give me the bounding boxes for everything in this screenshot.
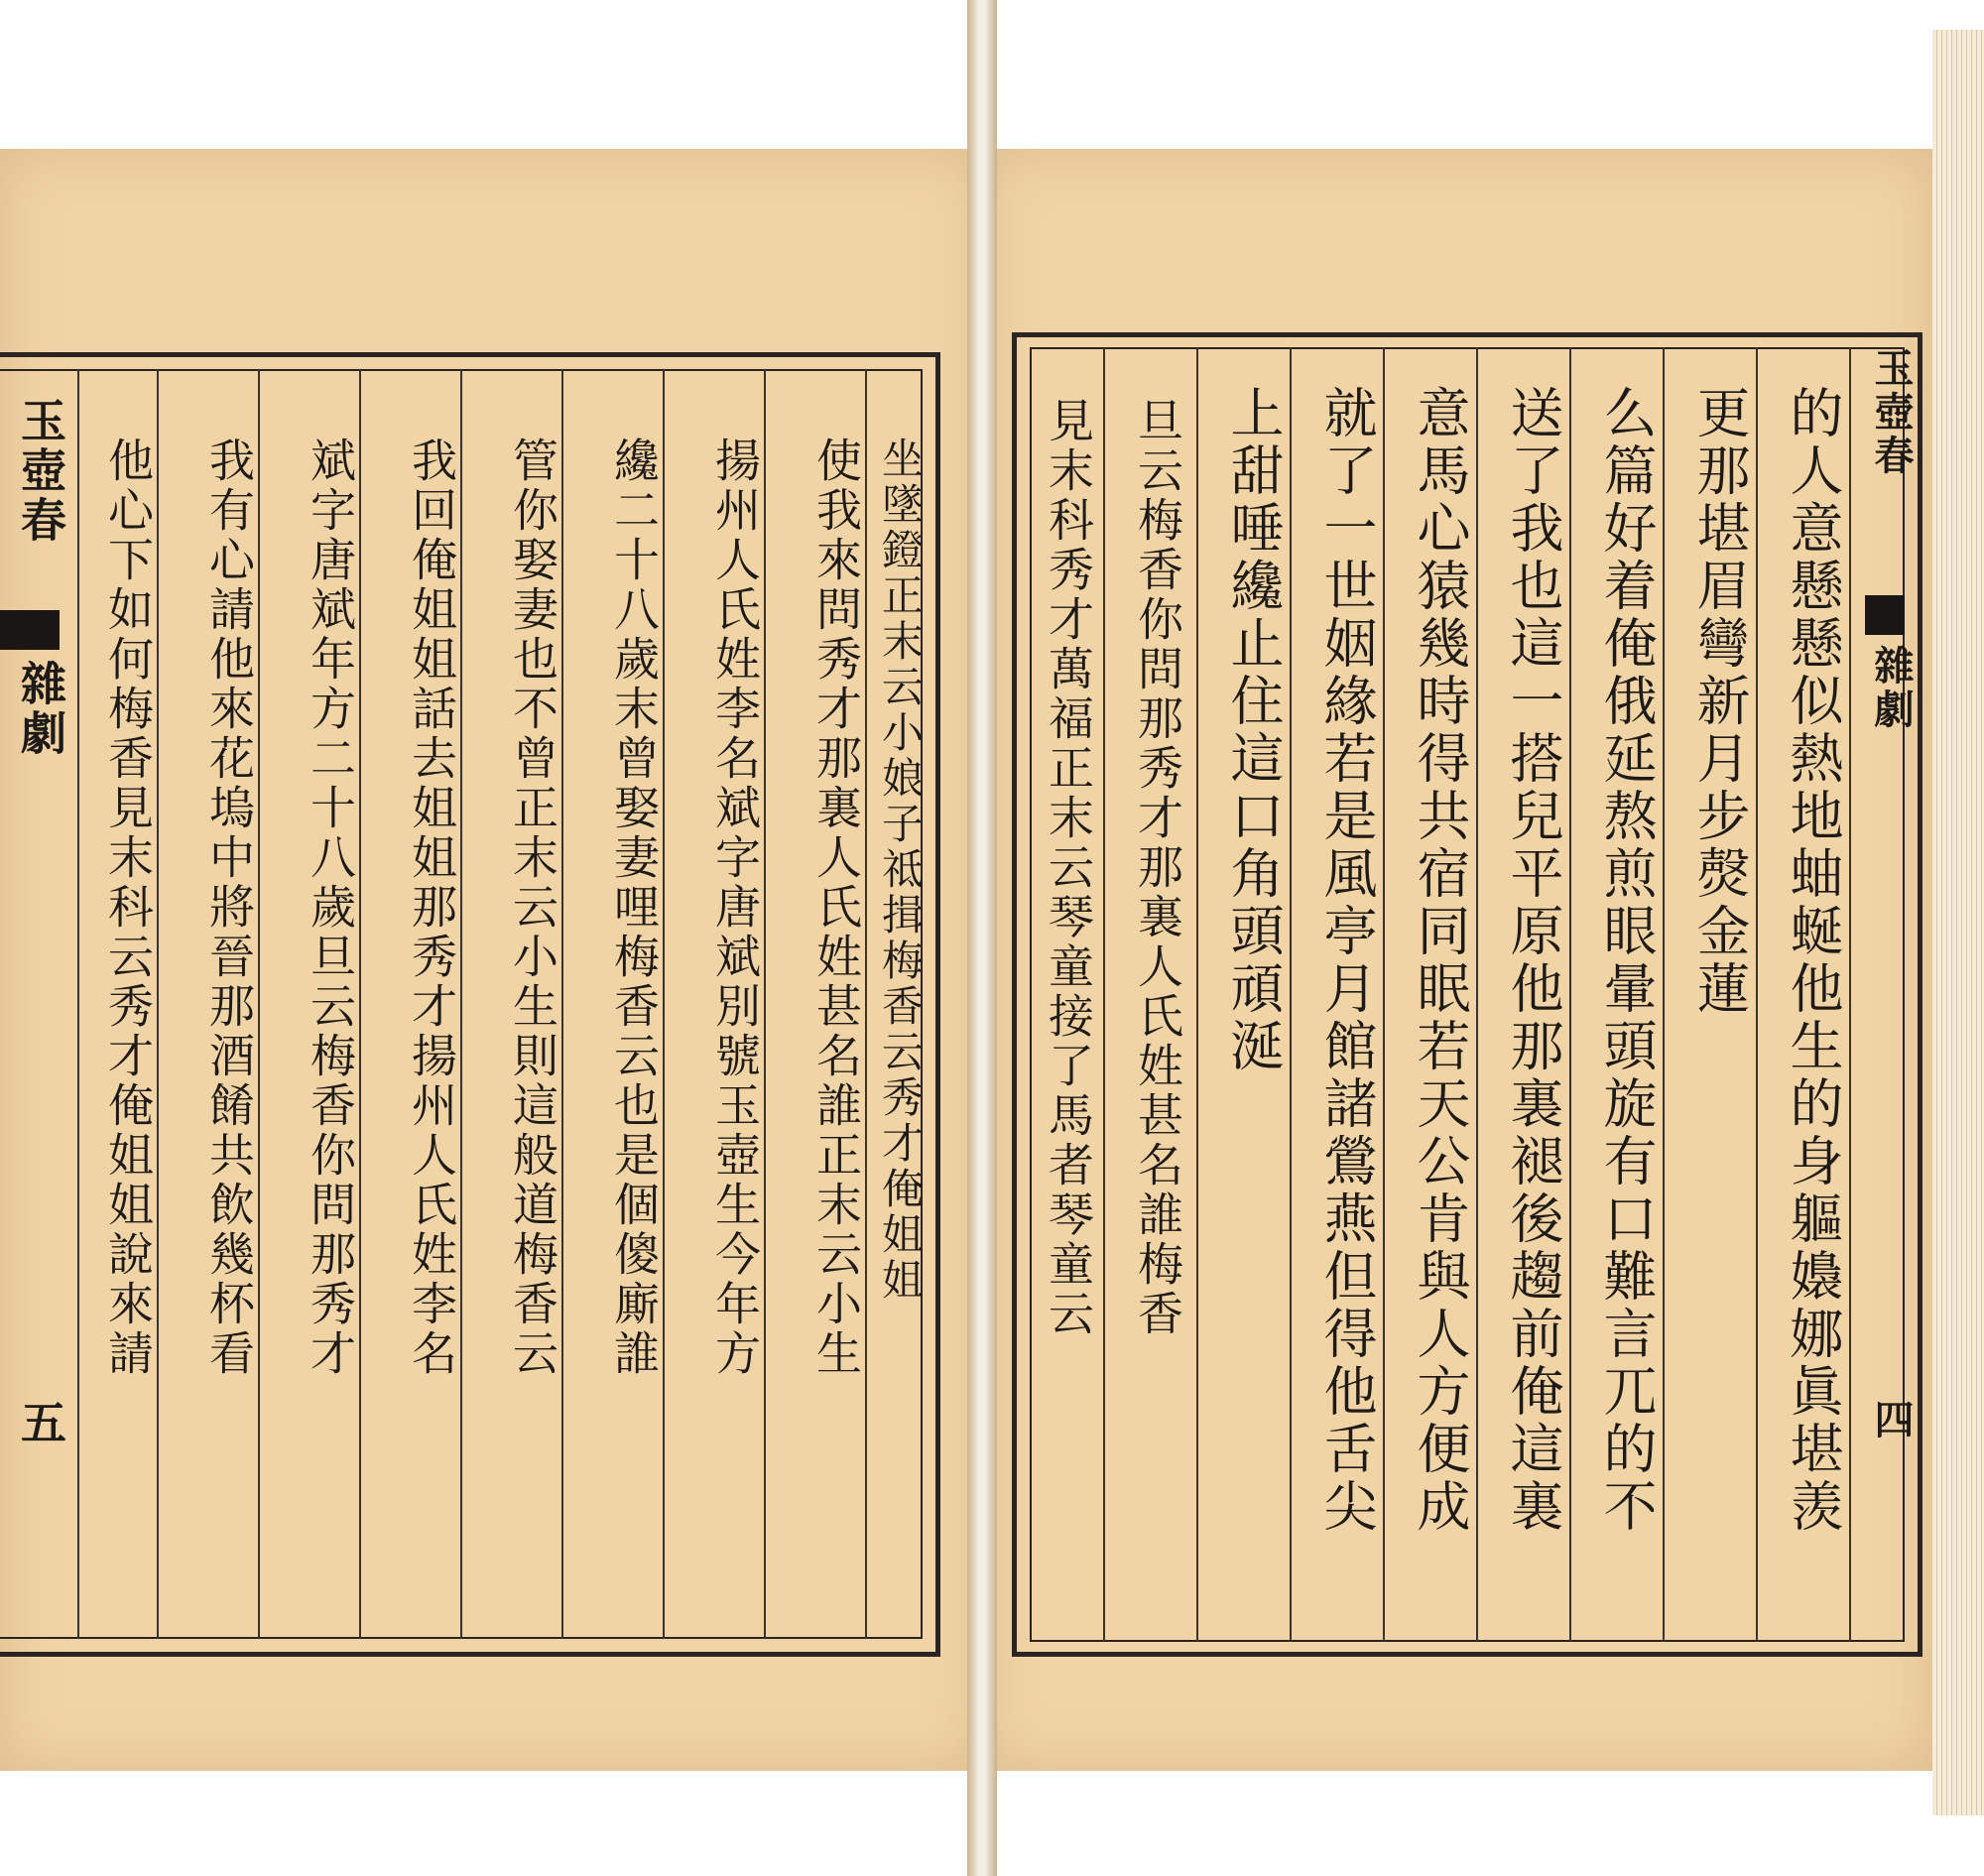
left-fishtail-mark bbox=[0, 610, 60, 650]
text-column: 我回俺姐姐話去姐姐那秀才揚州人氏姓李名 bbox=[405, 437, 458, 1379]
text-column: 送了我也這一搭兒平原他那裏褪後趨前俺這裏 bbox=[1502, 385, 1564, 1536]
column-rule bbox=[1103, 347, 1105, 1642]
column-rule bbox=[1663, 347, 1665, 1642]
column-rule bbox=[561, 369, 563, 1639]
right-fishtail-mark bbox=[1865, 595, 1905, 635]
text-column: 見末科秀才萬福正末云琴童接了馬者琴童云 bbox=[1042, 397, 1095, 1339]
text-column: 管你娶妻也不曾正末云小生則這般道梅香云 bbox=[506, 437, 559, 1379]
right-margin-title: 玉壺春 bbox=[1868, 347, 1915, 478]
text-column: 纔二十八歲末曾娶妻哩梅香云也是個傻廝誰 bbox=[607, 437, 661, 1379]
column-rule bbox=[77, 369, 79, 1639]
page-edges bbox=[1932, 30, 1984, 1815]
column-rule bbox=[258, 369, 260, 1639]
right-margin-label: 雜劇 bbox=[1868, 645, 1915, 732]
left-page-number: 五 bbox=[14, 1399, 67, 1448]
text-column: 使我來問秀才那裏人氏姓甚名誰正末云小生 bbox=[809, 437, 863, 1379]
left-margin-label: 雜劇 bbox=[14, 660, 67, 759]
text-column: 意馬心猿幾時得共宿同眠若天公肯與人方便成 bbox=[1409, 385, 1471, 1536]
book-gutter bbox=[967, 0, 997, 1876]
column-rule bbox=[1756, 347, 1758, 1642]
text-column: 上甜唾纔止住這口角頭頑涎 bbox=[1222, 385, 1285, 1075]
column-rule bbox=[663, 369, 665, 1639]
column-rule bbox=[764, 369, 766, 1639]
column-rule bbox=[1383, 347, 1385, 1642]
column-rule bbox=[1569, 347, 1571, 1642]
column-rule bbox=[1196, 347, 1198, 1642]
text-column: 揚州人氏姓李名斌字唐斌別號玉壺生今年方 bbox=[708, 437, 762, 1379]
column-rule bbox=[359, 369, 361, 1639]
left-margin-title: 玉壺春 bbox=[14, 397, 67, 546]
column-rule bbox=[1476, 347, 1478, 1642]
text-column: 更那堪眉彎新月步㷫金蓮 bbox=[1688, 385, 1751, 1018]
text-column: 他心下如何梅香見末科云秀才俺姐姐說來請 bbox=[101, 437, 155, 1379]
column-rule bbox=[865, 369, 867, 1639]
text-column: 我有心請他來花塢中將晉那酒餚共飲幾杯看 bbox=[202, 437, 256, 1379]
column-rule bbox=[1849, 347, 1851, 1642]
text-column: 么篇好着俺俄延熬煎眼暈頭旋有口難言兀的不 bbox=[1595, 385, 1658, 1536]
column-rule bbox=[157, 369, 159, 1639]
text-column: 旦云梅香你問那秀才那裏人氏姓甚名誰梅香 bbox=[1131, 397, 1184, 1339]
text-column: 的人意懸懸似熱地蚰蜒他生的身軀嬝娜眞堪羡 bbox=[1782, 385, 1844, 1536]
text-column: 斌字唐斌年方二十八歲旦云梅香你問那秀才 bbox=[304, 437, 357, 1379]
right-page-number: 四 bbox=[1868, 1399, 1915, 1442]
text-column: 就了一世姻緣若是風亭月館諸鶯燕但得他舌尖 bbox=[1315, 385, 1378, 1536]
text-column: 坐墜鐙正末云小娘子祗揖梅香云秀才俺姐姐 bbox=[876, 437, 925, 1304]
column-rule bbox=[1290, 347, 1292, 1642]
column-rule bbox=[460, 369, 462, 1639]
